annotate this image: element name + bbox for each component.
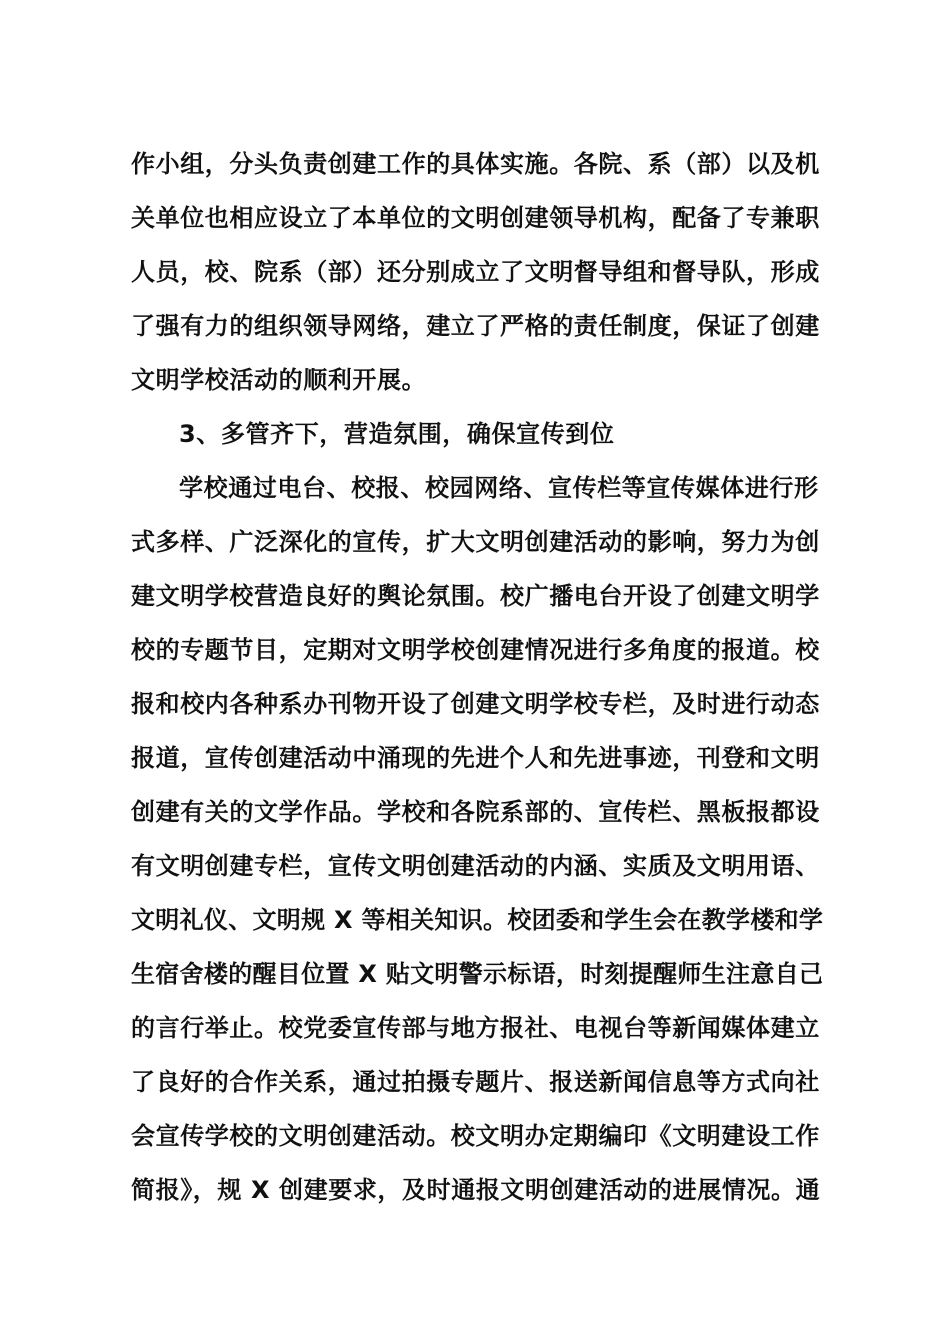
text-line: 会宣传学校的文明创建活动。校文明办定期编印《文明建设工作 (131, 1122, 820, 1150)
text-line: 了强有力的组织领导网络，建立了严格的责任制度，保证了创建 (131, 312, 820, 340)
text-line: 文明学校活动的顺利开展。 (131, 366, 427, 394)
text-line: 校的专题节目，定期对文明学校创建情况进行多角度的报道。校 (131, 636, 820, 664)
text-line: 生宿舍楼的醒目位置 X 贴文明警示标语，时刻提醒师生注意自己 (131, 960, 824, 988)
text-line: 报和校内各种系办刊物开设了创建文明学校专栏，及时进行动态 (131, 690, 820, 718)
text-line: 有文明创建专栏，宣传文明创建活动的内涵、实质及文明用语、 (131, 852, 820, 880)
body-text (131, 137, 831, 1217)
text-line: 3、多管齐下，营造氛围，确保宣传到位 (179, 420, 615, 448)
text-line: 建文明学校营造良好的舆论氛围。校广播电台开设了创建文明学 (131, 582, 820, 610)
text-line: 了良好的合作关系，通过拍摄专题片、报送新闻信息等方式向社 (131, 1068, 820, 1096)
text-line: 文明礼仪、文明规 X 等相关知识。校团委和学生会在教学楼和学 (131, 906, 824, 934)
text-line: 人员，校、院系（部）还分别成立了文明督导组和督导队，形成 (131, 258, 820, 286)
text-line: 学校通过电台、校报、校园网络、宣传栏等宣传媒体进行形 (179, 474, 819, 502)
text-line: 创建有关的文学作品。学校和各院系部的、宣传栏、黑板报都设 (131, 798, 820, 826)
text-line: 报道，宣传创建活动中涌现的先进个人和先进事迹，刊登和文明 (131, 744, 820, 772)
text-line: 关单位也相应设立了本单位的文明创建领导机构，配备了专兼职 (131, 204, 820, 232)
text-line: 式多样、广泛深化的宣传，扩大文明创建活动的影响，努力为创 (131, 528, 820, 556)
text-line: 简报》，规 X 创建要求，及时通报文明创建活动的进展情况。通 (131, 1176, 821, 1204)
text-line: 的言行举止。校党委宣传部与地方报社、电视台等新闻媒体建立 (131, 1014, 820, 1042)
text-line: 作小组，分头负责创建工作的具体实施。各院、系（部）以及机 (131, 150, 820, 178)
